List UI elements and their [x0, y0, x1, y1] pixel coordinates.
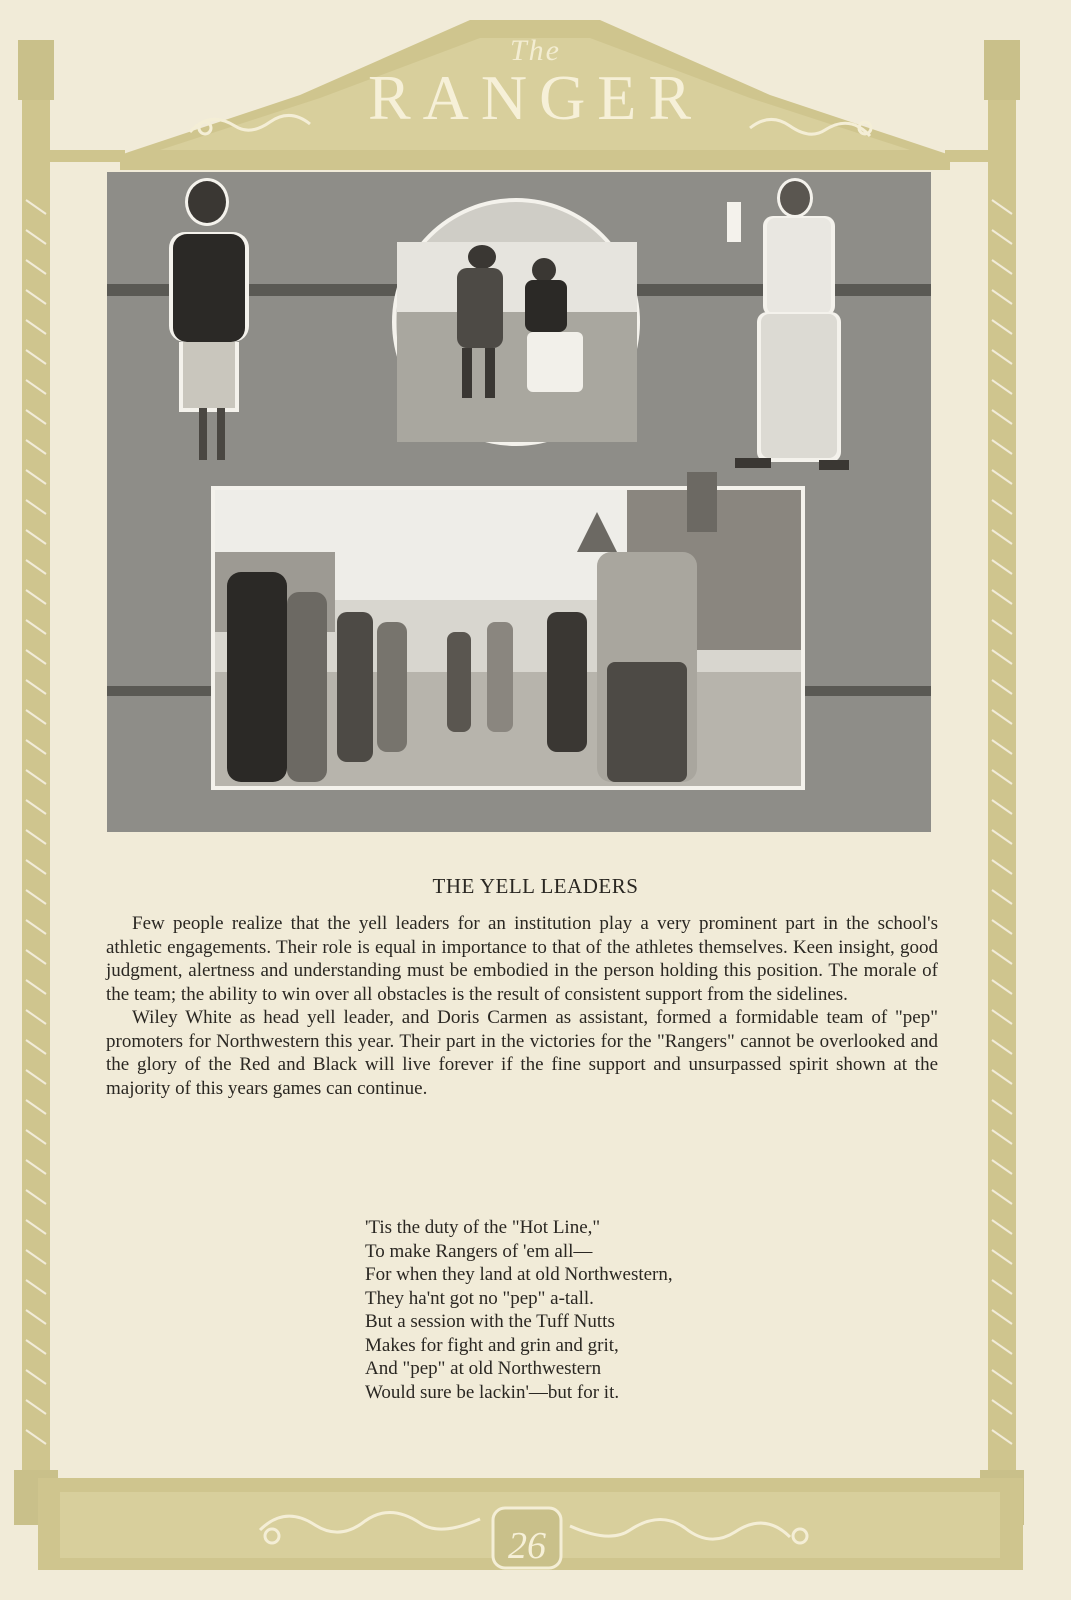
poem-line: But a session with the Tuff Nutts [365, 1311, 615, 1332]
article-paragraph: Few people realize that the yell leaders for an institution play a very prominent part in the school's athletic engagements. Their role is equal in importance to that of the athletes themselves. Keen insight, good judgment, alertness and understanding must be embodied in the person holding this position. The morale of the team; the ability to win over all obstacles is the result of consistent support from the sidelines. [106, 913, 938, 1005]
poem-line: 'Tis the duty of the "Hot Line," [365, 1217, 601, 1238]
left-column [22, 95, 50, 1515]
poem-line: For when they land at old Northwestern, [365, 1264, 673, 1285]
photo-top-left [169, 178, 249, 460]
header-the: The [510, 34, 561, 67]
page-number: 26 [508, 1525, 546, 1567]
poem [365, 1216, 825, 1404]
poem-line: And "pep" at old Northwestern [365, 1358, 602, 1379]
right-column [988, 95, 1016, 1515]
poem-line: Would sure be lackin'—but for it. [365, 1381, 620, 1403]
photo-bottom-crowd [211, 472, 805, 790]
article-body [106, 912, 938, 1100]
poem-line: Makes for fight and grin and grit, [365, 1334, 619, 1356]
poem-line: They ha'nt got no "pep" a-tall. [365, 1287, 594, 1309]
header-title: RANGER [367, 62, 704, 133]
photo-collage [107, 172, 931, 832]
photo-top-center [392, 198, 640, 446]
article-heading: THE YELL LEADERS [432, 874, 639, 898]
photo-top-right [727, 178, 849, 470]
photo-panel [107, 172, 931, 832]
article-paragraph: Wiley White as head yell leader, and Doris Carmen as assistant, formed a formidable team of "pep" promoters for Northwestern this year. Their part in the victories for the "Rangers" cannot be overlooked and the glory of the Red and Black will live forever if the fine support and unsurpassed spirit shown at the majority of this years games can continue. [106, 1007, 938, 1099]
poem-line: To make Rangers of 'em all— [365, 1240, 593, 1262]
